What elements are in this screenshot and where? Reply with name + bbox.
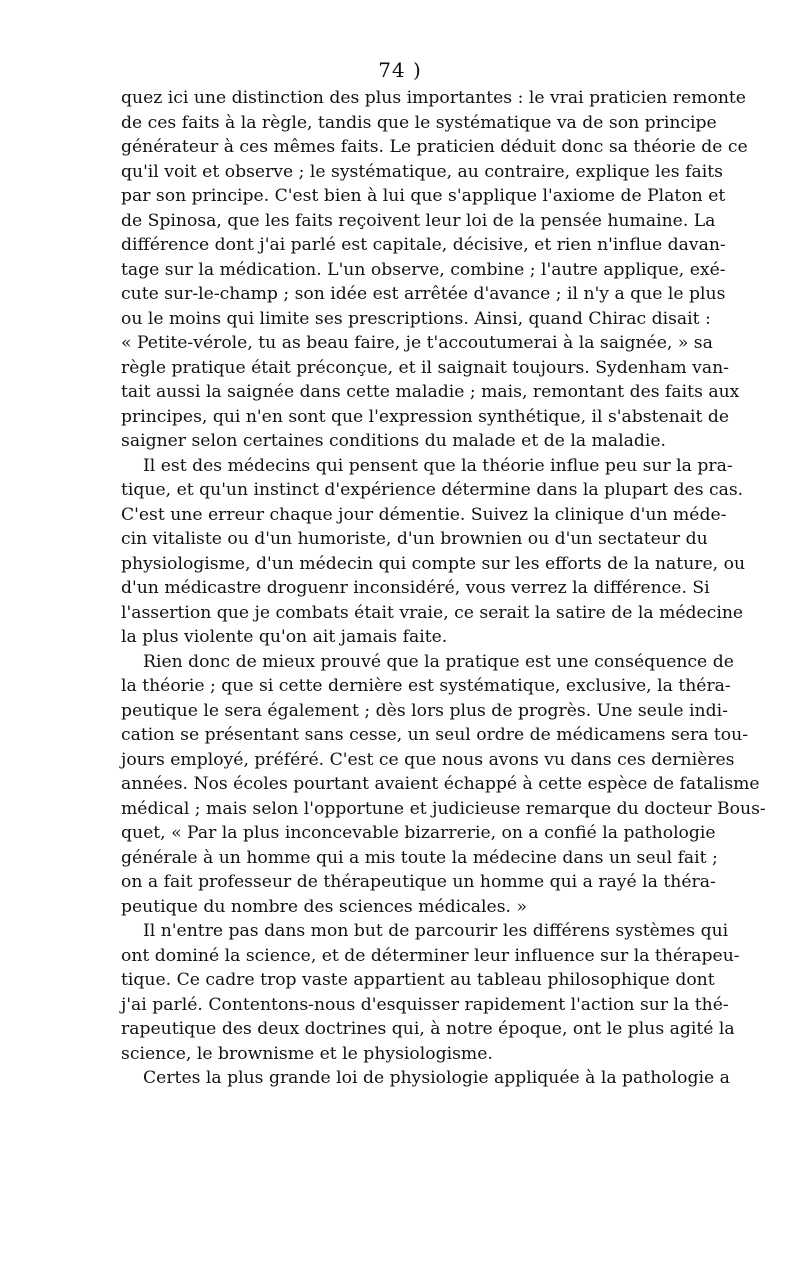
text-line: règle pratique était préconçue, et il saignait toujours. Sydenham van-	[121, 357, 729, 378]
text-line: la plus violente qu'on ait jamais faite.	[121, 627, 448, 647]
text-line: quez ici une distinction des plus importantes : le vrai praticien remonte	[121, 88, 746, 108]
text-line: tique. Ce cadre trop vaste appartient au tableau philosophique dont	[121, 970, 715, 990]
text-line: rapeutique des deux doctrines qui, à notre époque, ont le plus agité la	[121, 1019, 735, 1039]
text-line: de Spinosa, que les faits reçoivent leur loi de la pensée humaine. La	[121, 210, 716, 231]
text-line: qu'il voit et observe ; le systématique, au contraire, explique les faits	[121, 161, 723, 182]
text-line: quet, « Par la plus inconcevable bizarrerie, on a confié la pathologie	[121, 823, 716, 843]
text-line: années. Nos écoles pourtant avaient échappé à cette espèce de fatalisme	[121, 774, 760, 794]
text-line: j'ai parlé. Contentons-nous d'esquisser rapidement l'action sur la thé-	[121, 994, 729, 1015]
text-line: Il est des médecins qui pensent que la théorie influe peu sur la pra-	[143, 455, 733, 476]
text-line: on a fait professeur de thérapeutique un homme qui a rayé la théra-	[121, 872, 716, 892]
paragraph	[121, 454, 746, 650]
text-line: différence dont j'ai parlé est capitale, décisive, et rien n'influe davan-	[121, 235, 726, 255]
text-line: cute sur-le-champ ; son idée est arrêtée d'avance ; il n'y a que le plus	[121, 284, 726, 304]
text-line: C'est une erreur chaque jour démentie. Suivez la clinique d'un méde-	[121, 504, 727, 525]
text-line: jours employé, préféré. C'est ce que nous avons vu dans ces dernières	[121, 749, 735, 770]
text-line: tait aussi la saignée dans cette maladie ; mais, remontant des faits aux	[121, 382, 740, 402]
paragraph	[121, 86, 748, 454]
text-line: générale à un homme qui a mis toute la médecine dans un seul fait ;	[121, 847, 718, 868]
text-line: cation se présentant sans cesse, un seul ordre de médicamens sera tou-	[121, 725, 749, 745]
text-line: Rien donc de mieux prouvé que la pratique est une conséquence de	[143, 651, 734, 672]
text-line: d'un médicastre droguenr inconsidéré, vous verrez la différence. Si	[121, 578, 710, 598]
text-line: l'assertion que je combats était vraie, ce serait la satire de la médecine	[121, 602, 744, 623]
text-line: Il n'entre pas dans mon but de parcourir les différens systèmes qui	[143, 921, 729, 941]
text-line: ont dominé la science, et de déterminer leur influence sur la thérapeu-	[121, 945, 740, 966]
paragraph	[121, 1066, 730, 1091]
body-text	[121, 86, 766, 1091]
page-number: 74 )	[378, 58, 422, 82]
text-line: principes, qui n'en sont que l'expression synthétique, il s'abstenait de	[121, 406, 729, 427]
text-line: ou le moins qui limite ses prescriptions. Ainsi, quand Chirac disait :	[121, 308, 711, 329]
text-line: physiologisme, d'un médecin qui compte sur les efforts de la nature, ou	[121, 553, 746, 574]
text-line: générateur à ces mêmes faits. Le praticien déduit donc sa théorie de ce	[121, 137, 748, 157]
text-line: de ces faits à la règle, tandis que le systématique va de son principe	[121, 112, 717, 133]
text-line: Certes la plus grande loi de physiologie appliquée à la pathologie a	[143, 1068, 730, 1088]
text-line: peutique le sera également ; dès lors plus de progrès. Une seule indi-	[121, 700, 728, 721]
text-line: science, le brownisme et le physiologisme.	[121, 1043, 493, 1064]
text-line: la théorie ; que si cette dernière est systématique, exclusive, la théra-	[121, 676, 731, 696]
text-line: tique, et qu'un instinct d'expérience détermine dans la plupart des cas.	[121, 480, 744, 500]
paragraph	[121, 919, 740, 1066]
text-line: peutique du nombre des sciences médicales. »	[121, 896, 527, 917]
text-line: médical ; mais selon l'opportune et judicieuse remarque du docteur Bous-	[121, 798, 766, 819]
text-line: saigner selon certaines conditions du malade et de la maladie.	[121, 431, 666, 451]
paragraph	[121, 650, 766, 920]
text-line: par son principe. C'est bien à lui que s'applique l'axiome de Platon et	[121, 186, 726, 206]
text-line: tage sur la médication. L'un observe, combine ; l'autre applique, exé-	[121, 259, 726, 280]
text-line: « Petite-vérole, tu as beau faire, je t'accoutumerai à la saignée, » sa	[121, 333, 713, 353]
text-line: cin vitaliste ou d'un humoriste, d'un brownien ou d'un sectateur du	[121, 529, 708, 549]
